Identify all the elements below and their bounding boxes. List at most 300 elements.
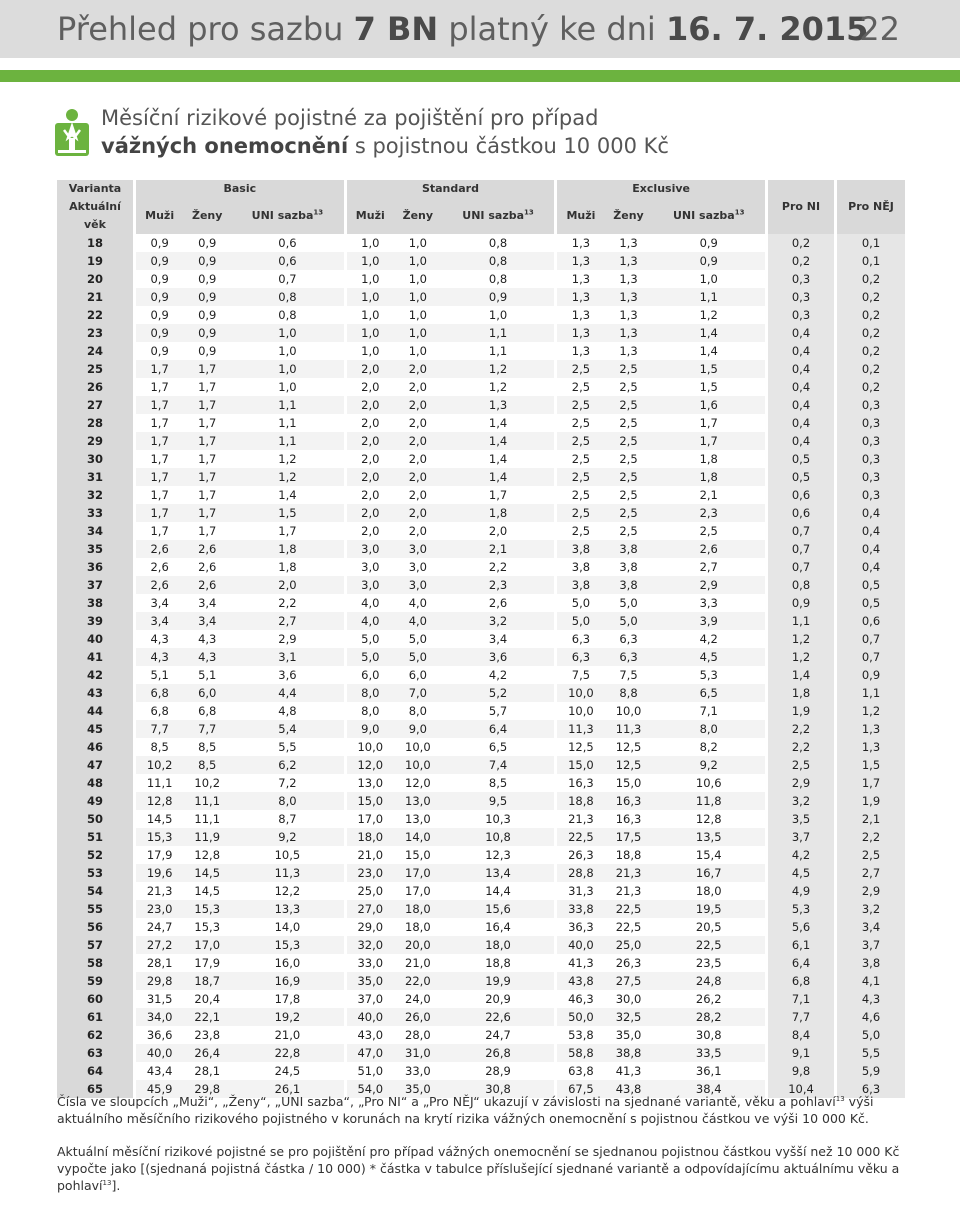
- value-cell: 2,0: [394, 396, 442, 414]
- value-cell: 1,7: [133, 486, 183, 504]
- table-row: [57, 558, 905, 576]
- pro-nej-cell: 0,3: [834, 432, 905, 450]
- value-cell: 2,5: [554, 504, 604, 522]
- age-cell: 41: [57, 648, 133, 666]
- pro-ni-cell: 1,4: [765, 666, 834, 684]
- pro-nej-cell: 0,2: [834, 324, 905, 342]
- value-cell: 30,0: [615, 992, 642, 1006]
- value-cell: 23,5: [695, 956, 722, 970]
- table-row: [57, 252, 905, 270]
- age-cell: 40: [57, 630, 133, 648]
- value-cell: 2,2: [278, 596, 297, 610]
- value-cell: 0,7: [278, 272, 297, 286]
- table-row: [57, 828, 905, 846]
- value-cell: 17,8: [274, 992, 301, 1006]
- value-cell: 1,7: [198, 452, 217, 466]
- age-cell: 47: [57, 756, 133, 774]
- pro-ni-cell: 4,5: [765, 864, 834, 882]
- value-cell: 1,7: [488, 488, 508, 502]
- section-heading: [101, 104, 669, 160]
- value-cell: 8,0: [231, 792, 343, 810]
- pro-nej-cell: 0,1: [834, 234, 905, 252]
- pro-nej-cell: 1,5: [834, 756, 905, 774]
- value-cell: 8,5: [488, 776, 508, 790]
- value-cell: 5,1: [133, 666, 183, 684]
- table-row: [57, 432, 905, 450]
- value-cell: 38,4: [652, 1080, 765, 1098]
- value-cell: 26,1: [231, 1080, 343, 1098]
- value-cell: 9,2: [652, 756, 765, 774]
- value-cell: 21,3: [615, 884, 642, 898]
- value-cell: 36,6: [133, 1026, 183, 1044]
- value-cell: 18,8: [615, 848, 642, 862]
- value-cell: 17,0: [183, 936, 231, 954]
- pro-ni-cell: 0,7: [765, 540, 834, 558]
- value-cell: 2,5: [554, 486, 604, 504]
- value-cell: 18,0: [394, 900, 442, 918]
- value-cell: 29,0: [344, 918, 394, 936]
- value-cell: 28,8: [554, 864, 604, 882]
- value-cell: 7,4: [442, 756, 554, 774]
- value-cell: 1,3: [554, 234, 604, 252]
- pro-nej-cell: 2,2: [834, 828, 905, 846]
- table-row: [57, 468, 905, 486]
- pro-ni-cell: 0,4: [765, 324, 834, 342]
- table-row: [57, 522, 905, 540]
- age-cell: 54: [57, 882, 133, 900]
- value-cell: 31,5: [133, 990, 183, 1008]
- value-cell: 1,0: [344, 342, 394, 360]
- value-cell: 2,3: [652, 504, 765, 522]
- pro-nej-cell: 3,7: [834, 936, 905, 954]
- pro-ni-cell: 8,4: [765, 1026, 834, 1044]
- value-cell: 12,5: [605, 756, 653, 774]
- value-cell: 2,7: [699, 560, 718, 574]
- value-cell: 1,6: [652, 396, 765, 414]
- age-cell: 57: [57, 936, 133, 954]
- value-cell: 2,0: [344, 396, 394, 414]
- value-cell: 2,6: [133, 576, 183, 594]
- value-cell: 27,0: [344, 900, 394, 918]
- value-cell: 43,8: [605, 1080, 653, 1098]
- value-cell: 3,0: [394, 576, 442, 594]
- value-cell: 2,5: [554, 468, 604, 486]
- value-cell: 2,5: [554, 378, 604, 396]
- table-row: [57, 756, 905, 774]
- pro-nej-cell: 0,4: [834, 522, 905, 540]
- value-cell: 10,0: [554, 702, 604, 720]
- value-cell: 1,1: [652, 288, 765, 306]
- value-cell: 8,5: [198, 740, 217, 754]
- pro-ni-cell: 2,9: [765, 774, 834, 792]
- value-cell: 1,2: [278, 452, 297, 466]
- value-cell: 6,0: [408, 668, 427, 682]
- value-cell: 0,9: [198, 344, 217, 358]
- value-cell: 25,0: [605, 936, 653, 954]
- value-cell: 9,0: [344, 720, 394, 738]
- table-row: [57, 486, 905, 504]
- age-cell: 42: [57, 666, 133, 684]
- age-cell: 45: [57, 720, 133, 738]
- table-row: [57, 612, 905, 630]
- value-cell: 5,0: [554, 612, 604, 630]
- value-cell: 10,2: [133, 756, 183, 774]
- value-cell: 2,5: [605, 432, 653, 450]
- value-cell: 0,8: [488, 236, 508, 250]
- value-cell: 24,8: [652, 972, 765, 990]
- value-cell: 33,8: [554, 900, 604, 918]
- age-cell: 48: [57, 774, 133, 792]
- value-cell: 2,5: [554, 396, 604, 414]
- value-cell: 10,0: [615, 704, 642, 718]
- value-cell: 3,0: [344, 576, 394, 594]
- value-cell: 11,1: [183, 792, 231, 810]
- value-cell: 6,8: [133, 702, 183, 720]
- value-cell: 12,8: [695, 812, 722, 826]
- value-cell: 12,5: [554, 738, 604, 756]
- value-cell: 5,4: [231, 720, 343, 738]
- table-row: [57, 378, 905, 396]
- pro-nej-cell: 4,1: [834, 972, 905, 990]
- table-row: [57, 396, 905, 414]
- value-cell: 1,0: [394, 252, 442, 270]
- value-cell: 1,7: [133, 522, 183, 540]
- pro-nej-cell: 3,8: [834, 954, 905, 972]
- exclusive-men-header: Muži: [554, 198, 604, 234]
- value-cell: 4,5: [652, 648, 765, 666]
- value-cell: 1,7: [133, 360, 183, 378]
- age-cell: 27: [57, 396, 133, 414]
- value-cell: 12,3: [485, 848, 511, 862]
- value-cell: 5,0: [344, 648, 394, 666]
- value-cell: 1,1: [278, 416, 297, 430]
- value-cell: 11,3: [554, 720, 604, 738]
- pro-ni-cell: 0,5: [765, 468, 834, 486]
- value-cell: 2,6: [198, 560, 217, 574]
- value-cell: 19,2: [231, 1008, 343, 1026]
- pro-ni-cell: 3,5: [765, 810, 834, 828]
- value-cell: 18,8: [485, 956, 511, 970]
- value-cell: 1,5: [699, 380, 718, 394]
- value-cell: 41,3: [554, 954, 604, 972]
- table-row: [57, 900, 905, 918]
- table-row: [57, 1026, 905, 1044]
- value-cell: 5,1: [198, 668, 217, 682]
- value-cell: 24,0: [405, 992, 431, 1006]
- pro-nej-cell: 2,9: [834, 882, 905, 900]
- value-cell: 6,5: [488, 740, 508, 754]
- top-bar: [0, 0, 960, 58]
- value-cell: 13,0: [344, 774, 394, 792]
- value-cell: 1,3: [619, 308, 638, 322]
- value-cell: 0,9: [699, 236, 718, 250]
- value-cell: 46,3: [554, 990, 604, 1008]
- value-cell: 3,2: [442, 612, 554, 630]
- value-cell: 1,3: [619, 272, 638, 286]
- value-cell: 2,5: [554, 450, 604, 468]
- value-cell: 1,0: [344, 252, 394, 270]
- age-cell: 52: [57, 846, 133, 864]
- value-cell: 1,0: [344, 324, 394, 342]
- value-cell: 14,0: [394, 828, 442, 846]
- age-cell: 30: [57, 450, 133, 468]
- brand-divider: [0, 70, 960, 82]
- value-cell: 2,6: [652, 540, 765, 558]
- value-cell: 3,8: [619, 560, 638, 574]
- value-cell: 0,9: [133, 306, 183, 324]
- value-cell: 4,2: [488, 668, 508, 682]
- standard-uni-header: UNI sazba$^{13}$: [442, 198, 554, 234]
- value-cell: 4,3: [133, 648, 183, 666]
- value-cell: 1,3: [554, 252, 604, 270]
- age-cell: 65: [57, 1080, 133, 1098]
- pro-ni-cell: 0,4: [765, 378, 834, 396]
- value-cell: 1,8: [442, 504, 554, 522]
- value-cell: 1,3: [605, 252, 653, 270]
- value-cell: 8,0: [344, 702, 394, 720]
- value-cell: 0,6: [231, 252, 343, 270]
- table-row: [57, 324, 905, 342]
- value-cell: 8,0: [408, 704, 427, 718]
- age-cell: 51: [57, 828, 133, 846]
- value-cell: 8,5: [183, 756, 231, 774]
- value-cell: 38,8: [605, 1044, 653, 1062]
- group-standard: Standard: [344, 180, 555, 198]
- pro-ni-cell: 0,2: [765, 252, 834, 270]
- age-cell: 43: [57, 684, 133, 702]
- value-cell: 20,9: [485, 992, 511, 1006]
- value-cell: 28,9: [485, 1064, 511, 1078]
- pro-ni-cell: 6,4: [765, 954, 834, 972]
- value-cell: 12,5: [615, 740, 642, 754]
- value-cell: 11,8: [652, 792, 765, 810]
- pro-nej-cell: 5,9: [834, 1062, 905, 1080]
- table-row: [57, 270, 905, 288]
- value-cell: 2,0: [394, 360, 442, 378]
- value-cell: 1,1: [488, 344, 508, 358]
- value-cell: 30,8: [442, 1080, 554, 1098]
- page-number: 22: [859, 10, 900, 48]
- pro-nej-cell: 0,2: [834, 342, 905, 360]
- value-cell: 1,2: [442, 360, 554, 378]
- value-cell: 2,0: [394, 432, 442, 450]
- pro-nej-cell: 4,6: [834, 1008, 905, 1026]
- age-cell: 46: [57, 738, 133, 756]
- table-row: [57, 918, 905, 936]
- value-cell: 1,3: [619, 344, 638, 358]
- value-cell: 18,8: [554, 792, 604, 810]
- value-cell: 33,5: [652, 1044, 765, 1062]
- value-cell: 10,3: [485, 812, 511, 826]
- value-cell: 0,9: [442, 288, 554, 306]
- age-cell: 56: [57, 918, 133, 936]
- age-cell: 64: [57, 1062, 133, 1080]
- value-cell: 22,6: [442, 1008, 554, 1026]
- value-cell: 1,0: [408, 308, 427, 322]
- value-cell: 6,3: [619, 632, 638, 646]
- age-cell: 23: [57, 324, 133, 342]
- age-cell: 24: [57, 342, 133, 360]
- value-cell: 1,7: [183, 396, 231, 414]
- pro-nej-cell: 0,4: [834, 558, 905, 576]
- pro-nej-cell: 0,5: [834, 576, 905, 594]
- value-cell: 26,2: [695, 992, 722, 1006]
- value-cell: 1,4: [278, 488, 297, 502]
- age-cell: 61: [57, 1008, 133, 1026]
- value-cell: 1,7: [133, 468, 183, 486]
- value-cell: 3,6: [442, 648, 554, 666]
- value-cell: 6,5: [652, 684, 765, 702]
- value-cell: 17,9: [194, 956, 221, 970]
- value-cell: 8,0: [344, 684, 394, 702]
- value-cell: 10,8: [442, 828, 554, 846]
- value-cell: 9,0: [394, 720, 442, 738]
- value-cell: 1,8: [652, 468, 765, 486]
- value-cell: 1,7: [133, 414, 183, 432]
- value-cell: 1,0: [278, 380, 297, 394]
- value-cell: 1,1: [231, 396, 343, 414]
- value-cell: 1,0: [344, 234, 394, 252]
- value-cell: 4,0: [408, 596, 427, 610]
- value-cell: 24,5: [274, 1064, 301, 1078]
- value-cell: 7,0: [394, 684, 442, 702]
- value-cell: 22,5: [615, 920, 642, 934]
- value-cell: 2,0: [344, 378, 394, 396]
- value-cell: 45,9: [133, 1080, 183, 1098]
- value-cell: 34,0: [133, 1008, 183, 1026]
- value-cell: 1,7: [183, 504, 231, 522]
- value-cell: 3,4: [183, 612, 231, 630]
- value-cell: 2,0: [344, 486, 394, 504]
- value-cell: 29,8: [133, 972, 183, 990]
- pro-ni-cell: 3,7: [765, 828, 834, 846]
- value-cell: 35,0: [344, 972, 394, 990]
- value-cell: 1,0: [699, 272, 718, 286]
- age-cell: 50: [57, 810, 133, 828]
- value-cell: 4,4: [231, 684, 343, 702]
- pro-ni-header: Pro NI: [765, 180, 834, 234]
- value-cell: 6,0: [183, 684, 231, 702]
- value-cell: 1,3: [554, 306, 604, 324]
- value-cell: 1,3: [619, 236, 638, 250]
- value-cell: 2,0: [344, 450, 394, 468]
- age-cell: 19: [57, 252, 133, 270]
- value-cell: 2,5: [619, 524, 638, 538]
- value-cell: 17,0: [405, 884, 431, 898]
- value-cell: 18,0: [695, 884, 722, 898]
- value-cell: 31,3: [554, 882, 604, 900]
- footnote-1: Čísla ve sloupcích „Muži“, „Ženy“, „UNI sazba“, „Pro NI“ a „Pro NĚJ“ ukazují v závislosti na sjednané variantě, věku a pohlaví$^{13}$ výši aktuálního měsíčního rizikového pojistného v korunách na krytí rizika vážných onemocnění s pojistnou částkou ve výši 10 000 Kč.: [57, 1094, 874, 1126]
- value-cell: 15,4: [695, 848, 722, 862]
- pro-nej-cell: 0,3: [834, 486, 905, 504]
- value-cell: 15,0: [344, 792, 394, 810]
- value-cell: 3,8: [554, 558, 604, 576]
- group-exclusive: Exclusive: [554, 180, 765, 198]
- value-cell: 23,0: [344, 864, 394, 882]
- value-cell: 3,3: [699, 596, 718, 610]
- value-cell: 1,7: [183, 360, 231, 378]
- table-row: [57, 1008, 905, 1026]
- table-row: [57, 234, 905, 252]
- value-cell: 40,0: [344, 1008, 394, 1026]
- value-cell: 13,5: [652, 828, 765, 846]
- value-cell: 36,3: [554, 918, 604, 936]
- value-cell: 9,2: [231, 828, 343, 846]
- value-cell: 2,9: [278, 632, 297, 646]
- pro-nej-cell: 0,2: [834, 360, 905, 378]
- value-cell: 2,0: [408, 488, 427, 502]
- value-cell: 1,7: [183, 432, 231, 450]
- value-cell: 17,5: [605, 828, 653, 846]
- value-cell: 1,7: [198, 380, 217, 394]
- value-cell: 3,1: [231, 648, 343, 666]
- value-cell: 1,0: [344, 270, 394, 288]
- value-cell: 10,0: [344, 738, 394, 756]
- value-cell: 13,0: [405, 812, 431, 826]
- exclusive-uni-header: UNI sazba$^{13}$: [652, 198, 765, 234]
- pro-nej-cell: 0,2: [834, 270, 905, 288]
- value-cell: 15,0: [405, 848, 431, 862]
- age-cell: 26: [57, 378, 133, 396]
- value-cell: 40,0: [133, 1044, 183, 1062]
- value-cell: 16,3: [554, 774, 604, 792]
- value-cell: 58,8: [554, 1044, 604, 1062]
- value-cell: 15,3: [231, 936, 343, 954]
- value-cell: 21,0: [405, 956, 431, 970]
- pro-nej-cell: 6,3: [834, 1080, 905, 1098]
- value-cell: 16,7: [652, 864, 765, 882]
- value-cell: 1,1: [442, 324, 554, 342]
- value-cell: 12,8: [194, 848, 221, 862]
- value-cell: 1,0: [344, 288, 394, 306]
- value-cell: 16,9: [231, 972, 343, 990]
- value-cell: 0,9: [133, 270, 183, 288]
- pro-nej-cell: 0,3: [834, 468, 905, 486]
- pro-ni-cell: 0,4: [765, 360, 834, 378]
- value-cell: 5,2: [442, 684, 554, 702]
- value-cell: 6,4: [442, 720, 554, 738]
- value-cell: 33,0: [344, 954, 394, 972]
- pro-ni-cell: 1,2: [765, 630, 834, 648]
- value-cell: 51,0: [344, 1062, 394, 1080]
- table-row: [57, 990, 905, 1008]
- pro-ni-cell: 7,7: [765, 1008, 834, 1026]
- value-cell: 1,8: [699, 452, 718, 466]
- value-cell: 22,5: [652, 936, 765, 954]
- value-cell: 1,2: [488, 380, 508, 394]
- value-cell: 2,0: [408, 524, 427, 538]
- value-cell: 3,9: [652, 612, 765, 630]
- age-cell: 59: [57, 972, 133, 990]
- age-cell: 22: [57, 306, 133, 324]
- age-cell: 32: [57, 486, 133, 504]
- value-cell: 53,8: [554, 1026, 604, 1044]
- value-cell: 1,7: [198, 416, 217, 430]
- value-cell: 27,2: [133, 936, 183, 954]
- value-cell: 1,5: [652, 360, 765, 378]
- value-cell: 20,4: [194, 992, 221, 1006]
- pro-ni-cell: 0,4: [765, 396, 834, 414]
- value-cell: 10,6: [695, 776, 722, 790]
- footnotes: [57, 1093, 907, 1210]
- value-cell: 12,2: [274, 884, 301, 898]
- table-row: [57, 774, 905, 792]
- age-cell: 63: [57, 1044, 133, 1062]
- value-cell: 16,0: [274, 956, 301, 970]
- value-cell: 0,9: [133, 324, 183, 342]
- age-cell: 25: [57, 360, 133, 378]
- value-cell: 2,2: [488, 560, 508, 574]
